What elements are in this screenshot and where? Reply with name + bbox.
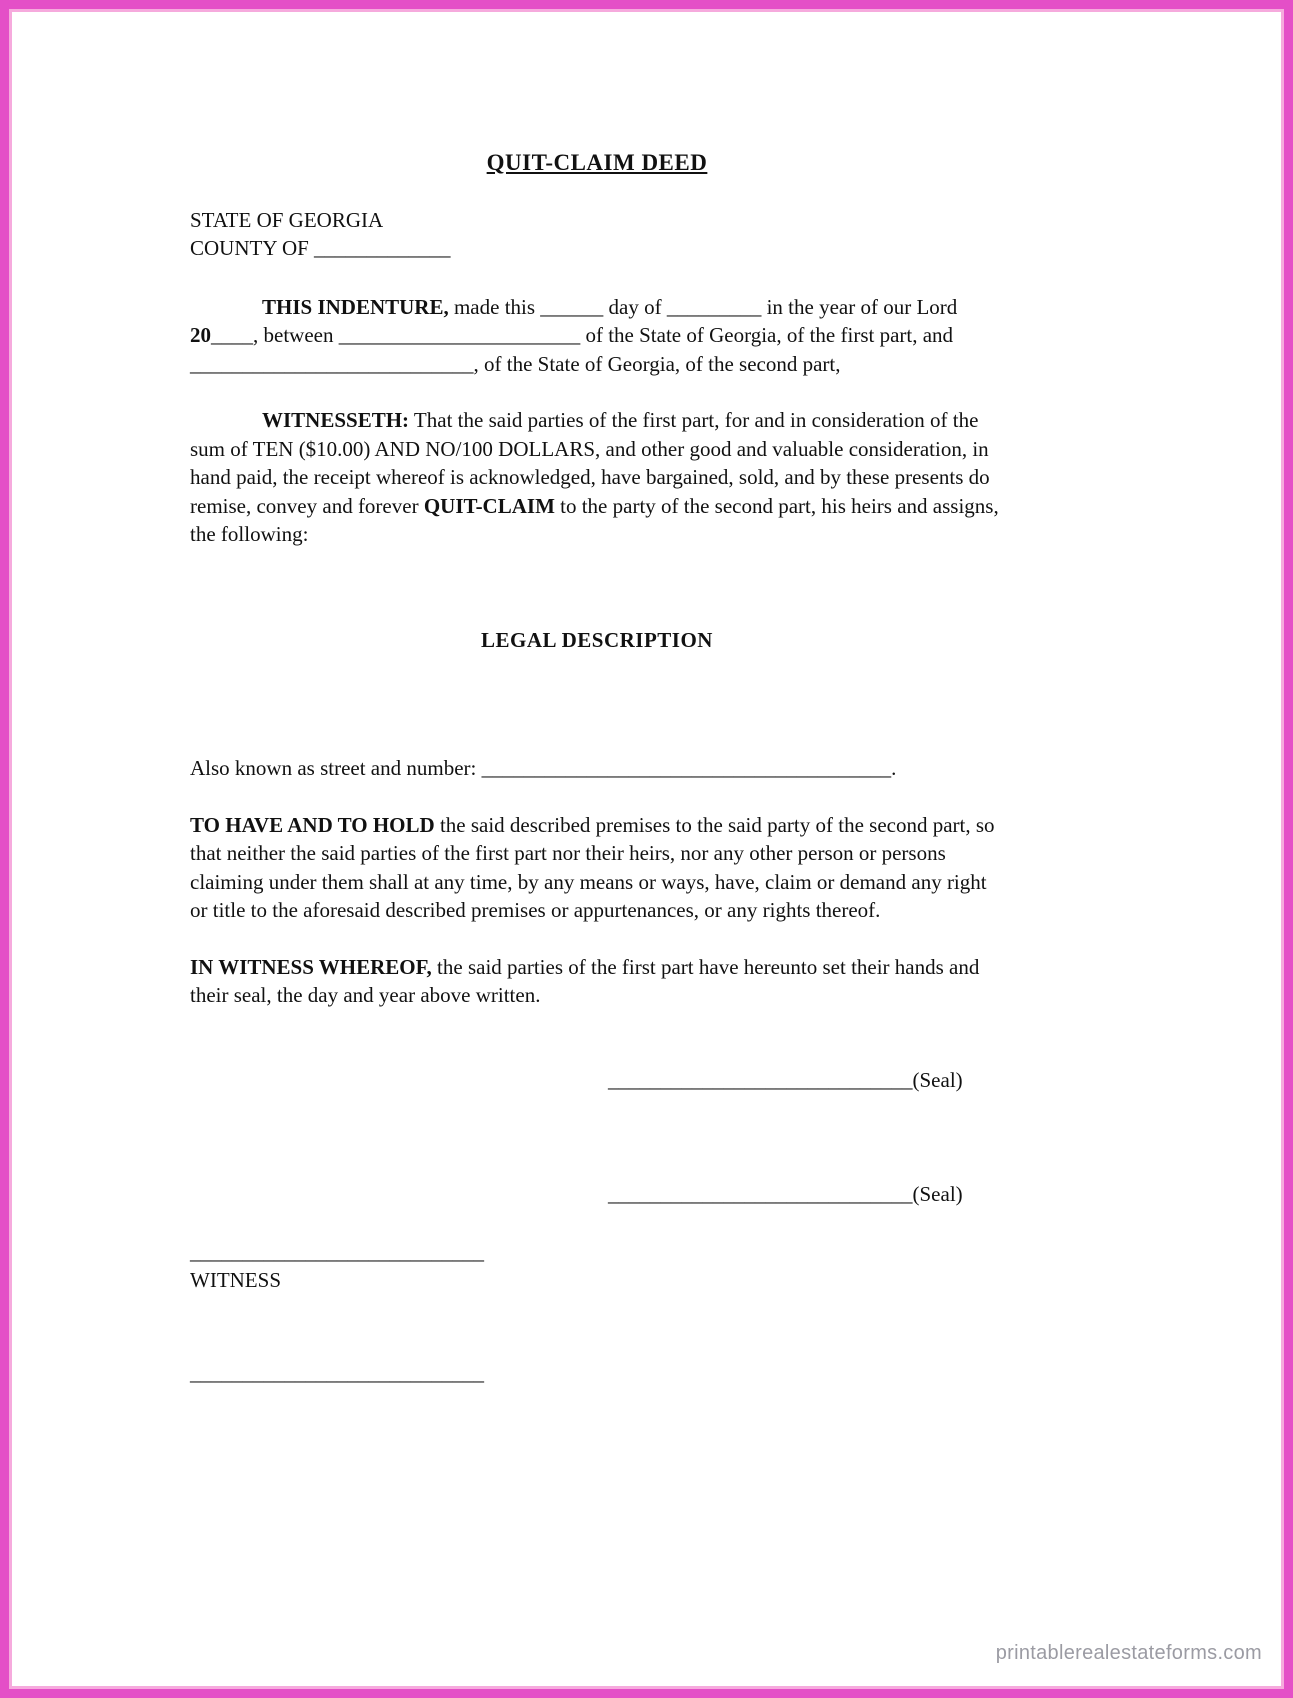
witness-block (190, 1238, 1004, 1295)
state-line: STATE OF GEORGIA (190, 207, 384, 232)
witnesseth-paragraph (190, 406, 1004, 549)
also-known-line: Also known as street and number: _______________________________________. (190, 756, 897, 780)
indenture-lead-bold: THIS INDENTURE, (262, 294, 449, 319)
to-have-paragraph (190, 811, 1004, 925)
county-line: COUNTY OF _____________ (190, 236, 451, 260)
witnesseth-text-1: That the said parties of the first part, for and in consideration of the sum of TEN ($10.00) AND NO/100 DOLLARS, and other good and valuable consideration, in hand paid, the receipt whereof is acknowledged, have bargained, sold, and by these presents do remise, convey and forever (190, 408, 990, 518)
witnesseth-text-2: to the party of the second part, his heirs and assigns, the following: (190, 493, 999, 546)
deed-document (9, 9, 1284, 1689)
indenture-paragraph (190, 293, 1004, 379)
in-witness-paragraph (190, 953, 1004, 1010)
second-witness-line: ____________________________ (190, 1360, 484, 1385)
legal-description-heading: LEGAL DESCRIPTION (481, 627, 713, 652)
seal-signature-line-1: _____________________________(Seal) (608, 1067, 963, 1092)
indenture-text-2: ____, between _______________________ of the State of Georgia, of the first part, and ___________________________, of the State of Georgia, of the second part, (190, 323, 954, 376)
year-prefix-bold: 20 (190, 323, 211, 347)
in-witness-text: the said parties of the first part have hereunto set their hands and their seal, the day and year above written. (190, 954, 980, 1007)
document-title: QUIT-CLAIM DEED (486, 150, 708, 175)
seal-signature-line-2: _____________________________(Seal) (608, 1182, 963, 1206)
to-have-text: the said described premises to the said party of the second part, so that neither the said parties of the first part nor their heirs, nor any other person or persons claiming under them shall at any time, by any means or ways, have, claim or demand any right or title to the aforesaid described premises or appurtenances, or any rights thereof. (190, 812, 995, 922)
witness-signature-line: ____________________________ (190, 1239, 484, 1264)
in-witness-lead-bold: IN WITNESS WHEREOF, (190, 954, 432, 979)
witnesseth-lead-bold: WITNESSETH: (262, 408, 410, 432)
to-have-lead-bold: TO HAVE AND TO HOLD (190, 812, 435, 837)
witness-label: WITNESS (190, 1268, 281, 1292)
quitclaim-bold: QUIT-CLAIM (423, 493, 555, 518)
state-county-block (190, 206, 1004, 263)
site-watermark: printablerealestateforms.com (995, 1642, 1262, 1664)
indenture-text-1: made this ______ day of _________ in the year of our Lord (448, 294, 958, 319)
